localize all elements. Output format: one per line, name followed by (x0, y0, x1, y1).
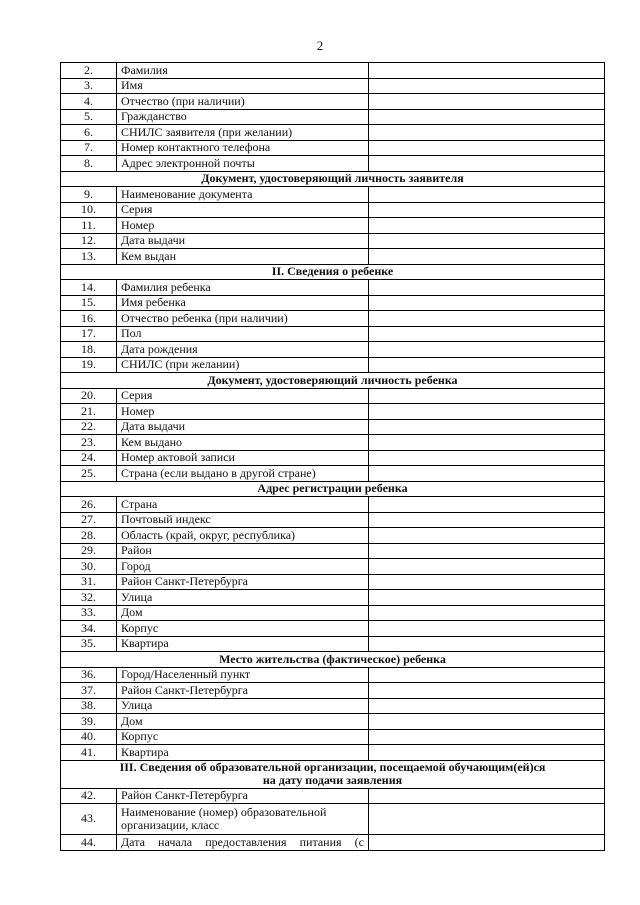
field-label: Отчество ребенка (при наличии) (117, 311, 369, 327)
field-label: Номер актовой записи (117, 450, 369, 466)
form-row (61, 218, 605, 234)
form-row (61, 497, 605, 513)
field-value-cell[interactable] (369, 683, 605, 699)
field-value-cell[interactable] (369, 435, 605, 451)
field-value-cell[interactable] (369, 450, 605, 466)
row-number: 17. (61, 326, 117, 342)
row-number: 2. (61, 63, 117, 79)
form-row (61, 528, 605, 544)
section-subtitle-text: на дату подачи заявления (262, 773, 403, 787)
row-number: 32. (61, 590, 117, 606)
form-row (61, 590, 605, 606)
field-label: Дата выдачи (117, 419, 369, 435)
row-number: 40. (61, 729, 117, 745)
field-label: Дом (117, 605, 369, 621)
row-number: 5. (61, 109, 117, 125)
form-row (61, 574, 605, 590)
field-value-cell[interactable] (369, 543, 605, 559)
field-label: Район Санкт-Петербурга (117, 788, 369, 804)
field-label: Дата рождения (117, 342, 369, 358)
section-title-text: Место жительства (фактическое) ребенка (219, 651, 446, 666)
section-title-text: Документ, удостоверяющий личность ребенка (207, 372, 458, 387)
form-row (61, 156, 605, 172)
field-value-cell[interactable] (369, 404, 605, 420)
row-number: 36. (61, 667, 117, 683)
form-row (61, 419, 605, 435)
section-title-text: Документ, удостоверяющий личность заявителя (201, 171, 464, 185)
field-label: СНИЛС (при желании) (117, 357, 369, 373)
form-row (61, 636, 605, 652)
field-value-cell[interactable] (369, 528, 605, 544)
form-row (61, 233, 605, 249)
field-label: Корпус (117, 729, 369, 745)
row-number: 10. (61, 202, 117, 218)
row-number: 37. (61, 683, 117, 699)
row-number: 43. (61, 804, 117, 835)
section-header-row (61, 481, 605, 497)
section-title (61, 652, 605, 668)
section-title (61, 264, 605, 280)
row-number: 33. (61, 605, 117, 621)
form-row (61, 698, 605, 714)
row-number: 39. (61, 714, 117, 730)
form-row (61, 357, 605, 373)
field-value-cell[interactable] (369, 94, 605, 110)
field-value-cell[interactable] (369, 621, 605, 637)
field-label: Корпус (117, 621, 369, 637)
form-row (61, 466, 605, 482)
form-row (61, 835, 605, 851)
form-row (61, 714, 605, 730)
section-title-text: III. Сведения об образовательной организации, посещаемой обучающим(ей)ся (119, 760, 546, 774)
form-row (61, 78, 605, 94)
field-label: Фамилия (117, 63, 369, 79)
form-row (61, 388, 605, 404)
field-label: Серия (117, 388, 369, 404)
field-value-cell[interactable] (369, 311, 605, 327)
field-label: Наименование документа (117, 187, 369, 203)
field-value-cell[interactable] (369, 714, 605, 730)
row-number: 23. (61, 435, 117, 451)
form-row (61, 512, 605, 528)
field-label: Область (край, округ, республика) (117, 528, 369, 544)
row-number: 19. (61, 357, 117, 373)
field-label: Улица (117, 698, 369, 714)
field-label: Квартира (117, 636, 369, 652)
row-number: 18. (61, 342, 117, 358)
field-value-cell[interactable] (369, 156, 605, 172)
form-row (61, 342, 605, 358)
row-number: 8. (61, 156, 117, 172)
field-label: Кем выдано (117, 435, 369, 451)
form-row (61, 729, 605, 745)
section-title (61, 481, 605, 497)
row-number: 6. (61, 125, 117, 141)
form-row (61, 125, 605, 141)
form-row (61, 788, 605, 804)
field-value-cell[interactable] (369, 804, 605, 835)
section-title-text: Адрес регистрации ребенка (257, 481, 408, 495)
field-value-cell[interactable] (369, 729, 605, 745)
form-row (61, 280, 605, 296)
row-number: 16. (61, 311, 117, 327)
form-row (61, 404, 605, 420)
row-number: 38. (61, 698, 117, 714)
row-number: 7. (61, 140, 117, 156)
field-value-cell[interactable] (369, 233, 605, 249)
field-label: Город (117, 559, 369, 575)
field-label: Номер (117, 404, 369, 420)
field-label: Гражданство (117, 109, 369, 125)
form-row (61, 667, 605, 683)
field-value-cell[interactable] (369, 419, 605, 435)
field-label: Номер контактного телефона (117, 140, 369, 156)
form-row (61, 804, 605, 835)
form-row (61, 63, 605, 79)
field-label: Страна (если выдано в другой стране) (117, 466, 369, 482)
field-label: Пол (117, 326, 369, 342)
field-label: Отчество (при наличии) (117, 94, 369, 110)
form-row (61, 621, 605, 637)
row-number: 15. (61, 295, 117, 311)
form-row (61, 605, 605, 621)
field-label: СНИЛС заявителя (при желании) (117, 125, 369, 141)
field-value-cell[interactable] (369, 140, 605, 156)
row-number: 13. (61, 249, 117, 265)
field-label: Имя (117, 78, 369, 94)
row-number: 11. (61, 218, 117, 234)
section-header-row (61, 760, 605, 788)
form-row (61, 187, 605, 203)
row-number: 12. (61, 233, 117, 249)
form-row (61, 543, 605, 559)
form-row (61, 311, 605, 327)
field-label: Квартира (117, 745, 369, 761)
field-label: Серия (117, 202, 369, 218)
form-row (61, 94, 605, 110)
field-value-cell[interactable] (369, 497, 605, 513)
row-number: 21. (61, 404, 117, 420)
field-label: Номер (117, 218, 369, 234)
row-number: 31. (61, 574, 117, 590)
field-label: Улица (117, 590, 369, 606)
field-label: Страна (117, 497, 369, 513)
field-value-cell[interactable] (369, 559, 605, 575)
row-number: 29. (61, 543, 117, 559)
row-number: 28. (61, 528, 117, 544)
field-value-cell[interactable] (369, 636, 605, 652)
field-label: Дата выдачи (117, 233, 369, 249)
row-number: 4. (61, 94, 117, 110)
section-title-text: II. Сведения о ребенке (271, 264, 394, 278)
field-value-cell[interactable] (369, 745, 605, 761)
field-label: Имя ребенка (117, 295, 369, 311)
field-label: Кем выдан (117, 249, 369, 265)
form-row (61, 295, 605, 311)
field-label: Район (117, 543, 369, 559)
field-value-cell[interactable] (369, 342, 605, 358)
field-label: Район Санкт-Петербурга (117, 574, 369, 590)
field-label: Фамилия ребенка (117, 280, 369, 296)
form-row (61, 326, 605, 342)
field-value-cell[interactable] (369, 698, 605, 714)
field-value-cell[interactable] (369, 109, 605, 125)
form-row (61, 140, 605, 156)
section-header-row (61, 264, 605, 280)
row-number: 3. (61, 78, 117, 94)
field-value-cell[interactable] (369, 187, 605, 203)
field-value-cell[interactable] (369, 202, 605, 218)
field-label: Город/Населенный пункт (117, 667, 369, 683)
row-number: 24. (61, 450, 117, 466)
row-number: 41. (61, 745, 117, 761)
form-row (61, 745, 605, 761)
field-value-cell[interactable] (369, 78, 605, 94)
row-number: 35. (61, 636, 117, 652)
form-row (61, 249, 605, 265)
field-value-cell[interactable] (369, 357, 605, 373)
field-value-cell[interactable] (369, 125, 605, 141)
row-number: 20. (61, 388, 117, 404)
field-value-cell[interactable] (369, 249, 605, 265)
field-value-cell[interactable] (369, 667, 605, 683)
field-label: Адрес электронной почты (117, 156, 369, 172)
form-row (61, 559, 605, 575)
field-label: Дата начала предоставления питания (с (117, 835, 369, 851)
field-value-cell[interactable] (369, 835, 605, 851)
field-value-cell[interactable] (369, 466, 605, 482)
section-header-row (61, 373, 605, 389)
row-number: 27. (61, 512, 117, 528)
section-title (61, 760, 605, 788)
field-value-cell[interactable] (369, 280, 605, 296)
field-label: Район Санкт-Петербурга (117, 683, 369, 699)
field-value-cell[interactable] (369, 388, 605, 404)
field-value-cell[interactable] (369, 788, 605, 804)
section-header-row (61, 652, 605, 668)
row-number: 22. (61, 419, 117, 435)
form-row (61, 435, 605, 451)
row-number: 26. (61, 497, 117, 513)
row-number: 30. (61, 559, 117, 575)
section-title (61, 171, 605, 187)
row-number: 34. (61, 621, 117, 637)
field-value-cell[interactable] (369, 295, 605, 311)
section-header-row (61, 171, 605, 187)
field-value-cell[interactable] (369, 512, 605, 528)
field-value-cell[interactable] (369, 605, 605, 621)
field-value-cell[interactable] (369, 218, 605, 234)
application-form-table (60, 62, 605, 851)
row-number: 44. (61, 835, 117, 851)
form-row (61, 202, 605, 218)
form-row (61, 683, 605, 699)
section-title (61, 373, 605, 389)
page-number: 2 (316, 38, 324, 53)
field-label: Наименование (номер) образовательной организации, класс (117, 804, 369, 835)
field-label: Дом (117, 714, 369, 730)
row-number: 9. (61, 187, 117, 203)
field-value-cell[interactable] (369, 574, 605, 590)
field-label: Почтовый индекс (117, 512, 369, 528)
row-number: 25. (61, 466, 117, 482)
field-value-cell[interactable] (369, 63, 605, 79)
form-row (61, 450, 605, 466)
row-number: 42. (61, 788, 117, 804)
field-value-cell[interactable] (369, 590, 605, 606)
field-value-cell[interactable] (369, 326, 605, 342)
row-number: 14. (61, 280, 117, 296)
form-row (61, 109, 605, 125)
